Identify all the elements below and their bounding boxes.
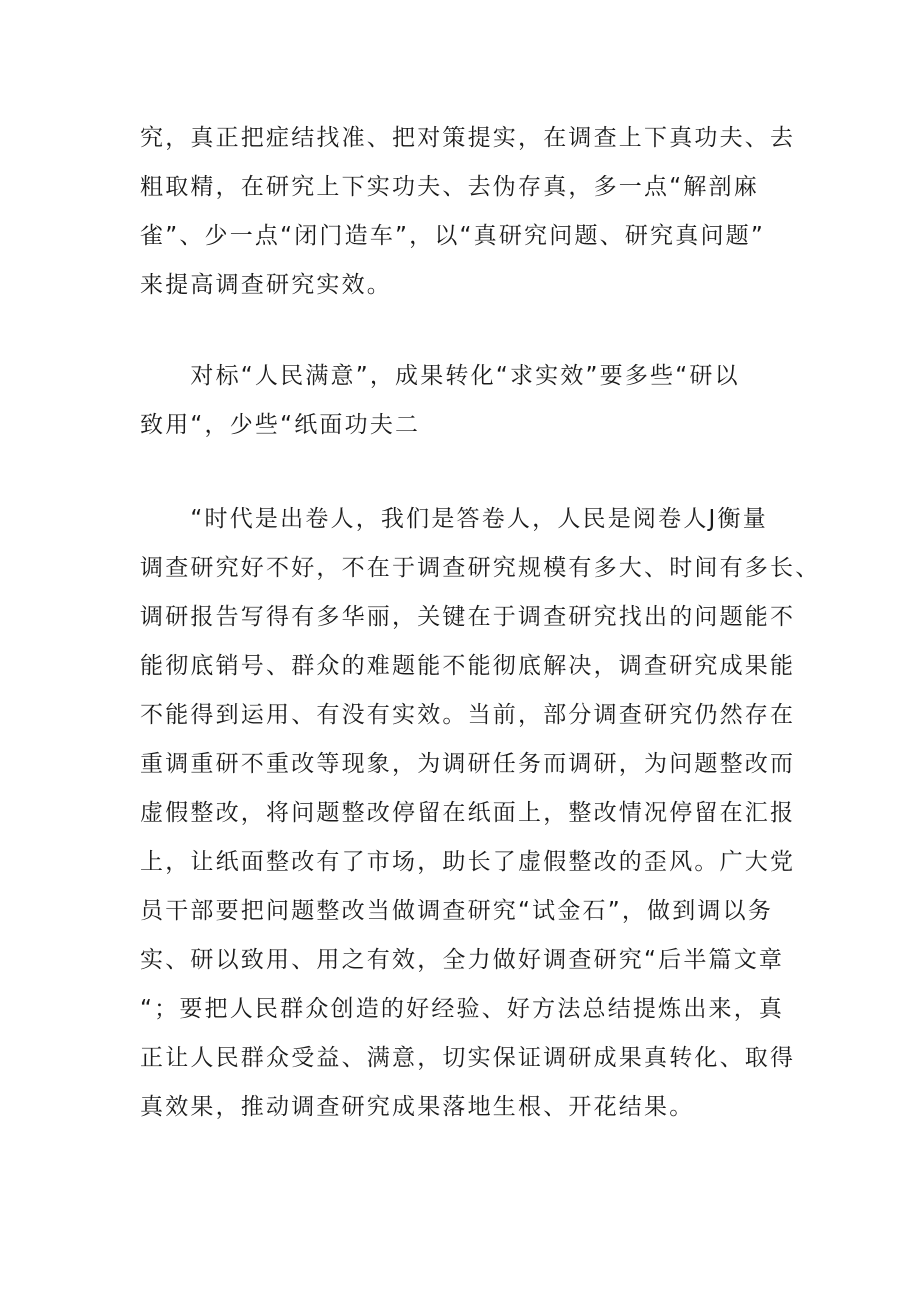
paragraph-continuation <box>140 114 796 310</box>
text-line: 实、研以致用、用之有效，全力做好调查研究“后半篇文章 <box>140 947 785 973</box>
text-line: 对标“人民满意”，成果转化“求实效”要多些“研以 <box>140 363 740 389</box>
text-line: 虚假整改，将问题整改停留在纸面上，整改情况停留在汇报 <box>140 800 796 826</box>
text-line: 来提高调查研究实效。 <box>140 272 392 298</box>
text-line: 不能得到运用、有没有实效。当前，部分调查研究仍然存在 <box>140 702 796 728</box>
text-line: 粗取精，在研究上下实功夫、去伪存真，多一点“解剖麻 <box>140 174 759 200</box>
text-line: 究，真正把症结找准、把对策提实，在调查上下真功夫、去 <box>140 125 796 151</box>
text-line: 能彻底销号、群众的难题能不能彻底解决，调查研究成果能 <box>140 653 796 679</box>
text-line: 正让人民群众受益、满意，切实保证调研成果真转化、取得 <box>140 1045 796 1071</box>
body-paragraph <box>140 495 821 1132</box>
text-line: 重调重研不重改等现象，为调研任务而调研，为问题整改而 <box>140 751 796 777</box>
text-line: “时代是出卷人，我们是答卷人，人民是阅卷人J衡量 <box>140 506 768 532</box>
text-line: 雀”、少一点“闭门造车”，以“真研究问题、研究真问题” <box>140 223 765 249</box>
text-line: 调研报告写得有多华丽，关键在于调查研究找出的问题能不 <box>140 604 796 630</box>
text-line: 员干部要把问题整改当做调查研究“试金石”，做到调以务 <box>140 898 774 924</box>
section-heading-paragraph <box>140 352 785 450</box>
text-line: 致用“，少些“纸面功夫二 <box>140 412 421 438</box>
text-line: 上，让纸面整改有了市场，助长了虚假整改的歪风。广大党 <box>140 849 796 875</box>
text-line: 真效果，推动调查研究成果落地生根、开花结果。 <box>140 1094 695 1120</box>
text-line: 调查研究好不好，不在于调查研究规模有多大、时间有多长、 <box>140 555 821 581</box>
text-line: “；要把人民群众创造的好经验、好方法总结提炼出来，真 <box>140 996 785 1022</box>
